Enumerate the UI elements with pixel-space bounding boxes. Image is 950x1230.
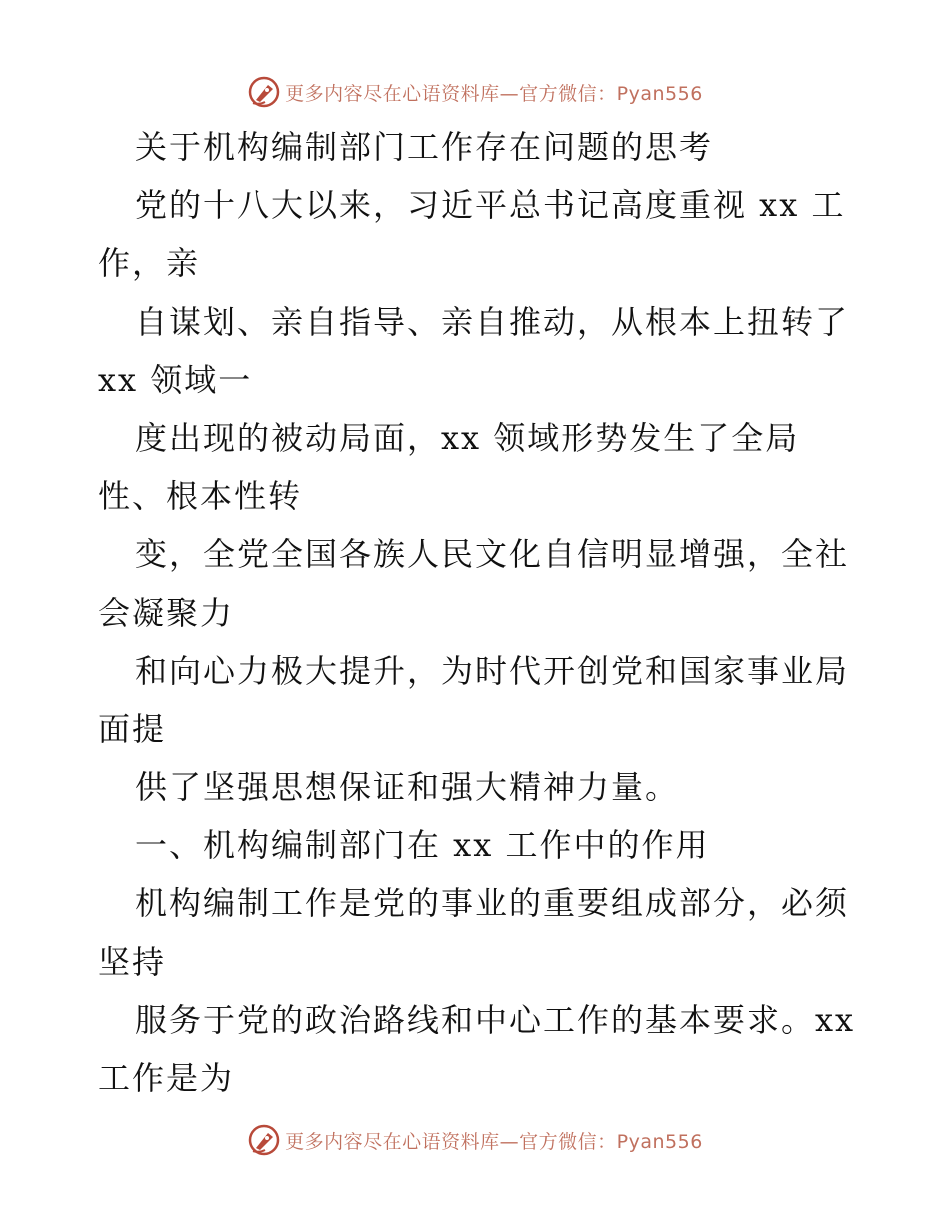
text-line: 会凝聚力: [98, 593, 235, 632]
text-line: 机构编制工作是党的事业的重要组成部分，必须: [135, 884, 850, 923]
text-line: 服务于党的政治路线和中心工作的基本要求。xx: [135, 1000, 856, 1039]
text-line: 作，亲: [98, 244, 201, 283]
text-line: 供了坚强思想保证和强大精神力量。: [135, 768, 680, 807]
pen-nib-logo-icon: [247, 1123, 281, 1157]
document-title: 关于机构编制部门工作存在问题的思考: [135, 128, 714, 166]
section-heading: 一、机构编制部门在 xx 工作中的作用: [135, 826, 710, 865]
header-banner: [0, 72, 950, 112]
pen-nib-logo-icon: [247, 75, 281, 109]
text-line: 度出现的被动局面，xx 领域形势发生了全局: [135, 418, 800, 457]
text-line: 党的十八大以来，习近平总书记高度重视 xx 工: [135, 186, 846, 225]
text-line: 和向心力极大提升，为时代开创党和国家事业局: [135, 651, 850, 690]
text-line: 坚持: [98, 942, 167, 981]
footer-banner-text: 更多内容尽在心语资料库—官方微信：Pyan556: [285, 1130, 703, 1153]
text-line: 变，全党全国各族人民文化自信明显增强，全社: [135, 535, 850, 574]
header-banner-text: 更多内容尽在心语资料库—官方微信：Pyan556: [285, 82, 703, 105]
document-body: [98, 118, 858, 1107]
text-line: xx 领域一: [98, 360, 253, 399]
text-line: 面提: [98, 709, 167, 748]
footer-banner: [0, 1120, 950, 1160]
text-line: 工作是为: [98, 1059, 235, 1097]
text-line: 自谋划、亲自指导、亲自推动，从根本上扭转了: [135, 302, 850, 341]
text-line: 性、根本性转: [98, 477, 303, 516]
